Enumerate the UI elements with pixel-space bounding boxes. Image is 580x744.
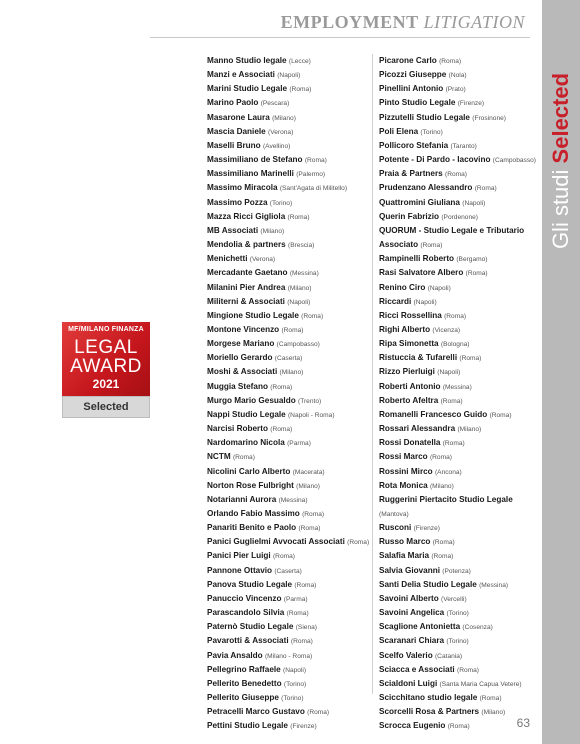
firm-name: Scaglione Antonietta bbox=[379, 622, 461, 632]
firm-city: (Roma) bbox=[457, 666, 479, 674]
list-item bbox=[379, 167, 551, 181]
list-item bbox=[379, 337, 551, 351]
list-item bbox=[207, 521, 379, 535]
firm-name: Pellerito Giuseppe bbox=[207, 693, 279, 703]
firm-city: (Roma) bbox=[420, 242, 443, 250]
firm-city: (Napoli) bbox=[287, 298, 311, 306]
firm-name: Roberti Antonio bbox=[379, 381, 441, 391]
firm-name: Mascia Daniele bbox=[207, 126, 266, 136]
firm-city: (Trento) bbox=[298, 397, 322, 405]
list-item bbox=[207, 153, 379, 167]
firm-name: Panici Guglielmi Avvocati Associati bbox=[207, 537, 345, 547]
list-item bbox=[379, 281, 551, 295]
firm-city: (Torino) bbox=[446, 638, 469, 646]
list-item bbox=[379, 295, 551, 309]
list-item bbox=[207, 564, 379, 578]
side-label-prefix: Gli studi bbox=[548, 169, 574, 250]
list-item bbox=[379, 649, 551, 663]
firm-name: Mendolia & partners bbox=[207, 240, 286, 250]
firm-city: (Milano) bbox=[429, 482, 454, 490]
firm-city: (Pordenone) bbox=[441, 213, 478, 221]
badge-year: 2021 bbox=[92, 377, 120, 391]
firm-city: (Roma) bbox=[431, 553, 454, 561]
list-item bbox=[379, 493, 551, 507]
firm-name: Murgo Mario Gesualdo bbox=[207, 395, 296, 405]
list-item bbox=[379, 153, 551, 167]
firm-name: Massimiliano Marinelli bbox=[207, 169, 294, 179]
list-item bbox=[207, 436, 379, 450]
list-item bbox=[207, 82, 379, 96]
list-item bbox=[379, 578, 551, 592]
firm-city: (Roma) bbox=[444, 312, 467, 320]
firm-city: (Santa Maria Capua Vetere) bbox=[439, 680, 522, 688]
list-item bbox=[207, 394, 379, 408]
firm-name: Associato bbox=[379, 240, 419, 250]
legal-award-badge bbox=[62, 322, 150, 420]
list-item bbox=[207, 238, 379, 252]
firm-name: Milanini Pier Andrea bbox=[207, 282, 286, 292]
list-item bbox=[379, 309, 551, 323]
firm-name: Massimo Pozza bbox=[207, 197, 268, 207]
firm-name: Militerni & Associati bbox=[207, 296, 285, 306]
firm-name: NCTM bbox=[207, 452, 231, 462]
list-item bbox=[379, 677, 551, 691]
list-item bbox=[207, 309, 379, 323]
list-item bbox=[207, 351, 379, 365]
firm-city: (Roma) bbox=[440, 397, 463, 405]
firm-city: (Avellino) bbox=[262, 142, 291, 150]
list-item bbox=[379, 125, 551, 139]
list-item bbox=[379, 394, 551, 408]
list-item bbox=[379, 408, 551, 422]
list-item bbox=[207, 54, 379, 68]
firm-name: Poli Elena bbox=[379, 126, 419, 136]
firm-city: (Napoli) bbox=[427, 284, 451, 292]
list-item bbox=[207, 295, 379, 309]
firm-city: (Roma) bbox=[286, 610, 309, 618]
firm-name: Massimo Miracola bbox=[207, 183, 278, 193]
firm-name: Muggia Stefano bbox=[207, 381, 268, 391]
firm-name: Scorcelli Rosa & Partners bbox=[379, 707, 480, 717]
list-item bbox=[379, 479, 551, 493]
list-item bbox=[207, 677, 379, 691]
firm-city: (Milano) bbox=[457, 426, 482, 434]
firm-city: (Roma) bbox=[442, 440, 465, 448]
firm-name: Ripa Simonetta bbox=[379, 339, 439, 349]
firm-name: Roberto Afeltra bbox=[379, 395, 439, 405]
list-item bbox=[207, 535, 379, 549]
firm-name: Panuccio Vincenzo bbox=[207, 593, 282, 603]
firm-city: (Roma) bbox=[479, 695, 502, 703]
list-item bbox=[207, 281, 379, 295]
firm-city: (Vicenza) bbox=[432, 326, 461, 334]
firm-name: Pinto Studio Legale bbox=[379, 98, 456, 108]
list-item bbox=[379, 111, 551, 125]
firm-name: Ruggerini Piertacito Studio Legale bbox=[379, 494, 513, 504]
firm-city: (Sant'Agata di Militello) bbox=[279, 185, 348, 193]
list-item bbox=[379, 82, 551, 96]
firm-name: Rossari Alessandra bbox=[379, 424, 456, 434]
firm-city: (Torino) bbox=[283, 680, 307, 688]
list-item bbox=[379, 465, 551, 479]
firm-name: Picarone Carlo bbox=[379, 56, 437, 65]
firm-name: Pettini Studio Legale bbox=[207, 721, 288, 731]
firm-name: Praia & Partners bbox=[379, 169, 443, 179]
firm-city: (Roma) bbox=[459, 355, 482, 363]
list-item bbox=[379, 634, 551, 648]
firm-name: Picozzi Giuseppe bbox=[379, 70, 447, 80]
list-item bbox=[379, 436, 551, 450]
firm-city: (Milano - Roma) bbox=[264, 652, 313, 660]
firm-name: Norton Rose Fulbright bbox=[207, 480, 294, 490]
firm-city: (Prato) bbox=[445, 86, 466, 94]
firm-name: Mazza Ricci Gigliola bbox=[207, 211, 286, 221]
firm-name: MB Associati bbox=[207, 225, 259, 235]
list-item bbox=[379, 450, 551, 464]
firm-name: Savoini Alberto bbox=[379, 593, 439, 603]
section-title-main: EMPLOYMENT bbox=[280, 12, 419, 32]
firm-name: Prudenzano Alessandro bbox=[379, 183, 473, 193]
firm-city: (Catania) bbox=[434, 652, 463, 660]
firm-name: Panova Studio Legale bbox=[207, 579, 293, 589]
firm-city: (Firenze) bbox=[457, 100, 485, 108]
list-item bbox=[379, 238, 551, 252]
list-item bbox=[207, 493, 379, 507]
firm-city: (Taranto) bbox=[450, 142, 477, 150]
firm-city: (Bergamo) bbox=[456, 256, 488, 264]
list-item bbox=[207, 578, 379, 592]
badge-selected: Selected bbox=[62, 396, 150, 418]
firm-name: Marini Studio Legale bbox=[207, 84, 288, 94]
firm-name: Notarianni Aurora bbox=[207, 494, 277, 504]
header-rule bbox=[150, 37, 530, 38]
firm-city: (Roma) bbox=[304, 157, 327, 165]
firm-name: Nicolini Carlo Alberto bbox=[207, 466, 291, 476]
firm-city: (Roma) bbox=[289, 86, 312, 94]
list-item bbox=[379, 323, 551, 337]
list-item bbox=[207, 252, 379, 266]
firm-city: (Vercelli) bbox=[441, 595, 467, 603]
firm-city: (Campobasso) bbox=[492, 157, 536, 165]
firm-name: Moshi & Associati bbox=[207, 367, 278, 377]
firm-name: Masarone Laura bbox=[207, 112, 270, 122]
firm-city: (Roma) bbox=[270, 426, 293, 434]
badge-legal: LEGAL bbox=[74, 337, 138, 358]
firm-name: QUORUM - Studio Legale e Tributario bbox=[379, 225, 525, 235]
firm-name: Montone Vincenzo bbox=[207, 324, 280, 334]
list-item bbox=[207, 196, 379, 210]
list-item bbox=[379, 564, 551, 578]
firm-city: (Milano) bbox=[272, 114, 296, 122]
list-item bbox=[207, 210, 379, 224]
list-item bbox=[207, 408, 379, 422]
list-item bbox=[379, 592, 551, 606]
list-item bbox=[207, 380, 379, 394]
firm-city: (Napoli) bbox=[437, 369, 461, 377]
firm-city: (Roma) bbox=[294, 581, 317, 589]
list-item bbox=[207, 465, 379, 479]
firm-name: Panici Pier Luigi bbox=[207, 551, 271, 561]
firm-name: Pellegrino Raffaele bbox=[207, 664, 281, 674]
firm-name: Scaranari Chiara bbox=[379, 636, 445, 646]
firm-name: Pellerito Benedetto bbox=[207, 678, 282, 688]
firm-city: (Messina) bbox=[289, 270, 319, 278]
firm-name: Panariti Benito e Paolo bbox=[207, 523, 297, 533]
firm-name: Santi Delia Studio Legale bbox=[379, 579, 477, 589]
firm-name: Scicchitano studio legale bbox=[379, 693, 478, 703]
list-item bbox=[207, 224, 379, 238]
badge-award: AWARD bbox=[70, 356, 142, 377]
list-item bbox=[207, 705, 379, 719]
firm-name: Pavarotti & Associati bbox=[207, 636, 289, 646]
firm-city: (Bologna) bbox=[440, 341, 470, 349]
list-item bbox=[379, 252, 551, 266]
firm-city: (Macerata) bbox=[292, 468, 325, 476]
list-item bbox=[379, 549, 551, 563]
firm-city: (Roma) bbox=[347, 539, 370, 547]
firm-city: (Torino) bbox=[281, 695, 304, 703]
list-item bbox=[379, 266, 551, 280]
list-item bbox=[207, 479, 379, 493]
firm-name: Rampinelli Roberto bbox=[379, 254, 455, 264]
list-item bbox=[379, 54, 551, 68]
firm-name: Morgese Mariano bbox=[207, 339, 275, 349]
firm-name: Romanelli Francesco Guido bbox=[379, 409, 488, 419]
firm-city: (Roma) bbox=[298, 525, 321, 533]
firm-city: (Pescara) bbox=[260, 100, 290, 108]
firm-city: (Milano) bbox=[287, 284, 312, 292]
firm-name: Quattromini Giuliana bbox=[379, 197, 460, 207]
firm-city: (Roma) bbox=[439, 58, 462, 65]
firm-city: (Parma) bbox=[287, 440, 311, 448]
firm-city: (Roma) bbox=[301, 312, 324, 320]
list-item bbox=[379, 507, 551, 521]
list-item bbox=[207, 96, 379, 110]
firm-list-right bbox=[379, 54, 551, 734]
firm-city: (Roma) bbox=[429, 454, 452, 462]
firm-city: (Messina) bbox=[479, 581, 509, 589]
firm-name: Orlando Fabio Massimo bbox=[207, 509, 300, 518]
badge-brand: MF/MILANO FINANZA bbox=[68, 326, 144, 333]
list-item bbox=[207, 663, 379, 677]
firm-city: (Roma) bbox=[290, 638, 313, 646]
firm-city: (Roma) bbox=[447, 723, 470, 731]
list-item bbox=[207, 181, 379, 195]
firm-city: (Napoli) bbox=[413, 298, 437, 306]
firm-name: Rasi Salvatore Albero bbox=[379, 268, 464, 278]
list-item bbox=[207, 592, 379, 606]
firm-city: (Milano) bbox=[260, 227, 285, 235]
list-item bbox=[379, 606, 551, 620]
firm-name: Nardomarino Nicola bbox=[207, 438, 285, 448]
firm-name: Maselli Bruno bbox=[207, 140, 261, 150]
firm-name: Ristuccia & Tufarelli bbox=[379, 353, 458, 363]
firm-city: (Napoli) bbox=[277, 72, 301, 80]
firm-city: (Roma) bbox=[432, 539, 455, 547]
firm-name: Massimiliano de Stefano bbox=[207, 155, 303, 165]
firm-city: (Messina) bbox=[278, 496, 308, 504]
firm-name: Pavia Ansaldo bbox=[207, 650, 263, 660]
list-item bbox=[379, 210, 551, 224]
firm-city: (Milano) bbox=[296, 482, 320, 490]
firm-city: (Roma) bbox=[287, 213, 310, 221]
badge-panel bbox=[62, 322, 150, 396]
list-item bbox=[379, 620, 551, 634]
firm-city: (Roma) bbox=[281, 326, 304, 334]
firm-city: (Roma) bbox=[474, 185, 497, 193]
list-item bbox=[207, 606, 379, 620]
firm-city: (Milano) bbox=[481, 709, 506, 717]
list-item bbox=[207, 337, 379, 351]
firm-city: (Roma) bbox=[307, 709, 330, 717]
firm-name: Scrocca Eugenio bbox=[379, 721, 446, 731]
list-item bbox=[207, 68, 379, 82]
firm-city: (Torino) bbox=[420, 128, 443, 136]
section-title-italic: LITIGATION bbox=[423, 12, 525, 32]
firm-name: Salvia Giovanni bbox=[379, 565, 440, 575]
firm-city: (Frosinone) bbox=[472, 114, 506, 122]
firm-name: Moriello Gerardo bbox=[207, 353, 273, 363]
firm-name: Savoini Angelica bbox=[379, 608, 445, 618]
firm-name: Pizzutelli Studio Legale bbox=[379, 112, 470, 122]
firm-city: (Potenza) bbox=[442, 567, 471, 575]
firm-city: (Campobasso) bbox=[276, 341, 320, 349]
list-item bbox=[207, 111, 379, 125]
list-item bbox=[379, 68, 551, 82]
firm-name: Mercadante Gaetano bbox=[207, 268, 288, 278]
firm-name: Petracelli Marco Gustavo bbox=[207, 707, 305, 717]
firm-name: Narcisi Roberto bbox=[207, 424, 268, 434]
firm-name: Rossi Donatella bbox=[379, 438, 441, 448]
firm-city: (Roma) bbox=[302, 511, 325, 518]
firm-city: (Verona) bbox=[268, 128, 294, 136]
list-item bbox=[379, 351, 551, 365]
firm-city: (Brescia) bbox=[288, 242, 315, 250]
firm-city: (Firenze) bbox=[290, 723, 317, 731]
list-item bbox=[379, 521, 551, 535]
firm-city: (Parma) bbox=[283, 595, 308, 603]
firm-city: (Nola) bbox=[448, 72, 467, 80]
firm-name: Marino Paolo bbox=[207, 98, 259, 108]
list-item bbox=[207, 450, 379, 464]
list-item bbox=[379, 535, 551, 549]
firm-name: Mingione Studio Legale bbox=[207, 310, 299, 320]
firm-city: (Cosenza) bbox=[462, 624, 493, 632]
list-item bbox=[207, 507, 379, 521]
firm-name: Manno Studio legale bbox=[207, 56, 287, 65]
list-item bbox=[207, 167, 379, 181]
firm-name: Rizzo Pierluigi bbox=[379, 367, 435, 377]
firm-city: (Roma) bbox=[489, 411, 512, 419]
firm-name: Renino Ciro bbox=[379, 282, 426, 292]
list-item bbox=[379, 181, 551, 195]
firm-city: (Roma) bbox=[232, 454, 255, 462]
section-title bbox=[281, 12, 525, 33]
list-item bbox=[379, 663, 551, 677]
firm-city: (Napoli) bbox=[462, 199, 486, 207]
list-item bbox=[379, 380, 551, 394]
firm-city: (Caserta) bbox=[274, 355, 303, 363]
firm-name: Nappi Studio Legale bbox=[207, 409, 286, 419]
list-item bbox=[379, 196, 551, 210]
firm-city: (Roma) bbox=[272, 553, 295, 561]
firm-city: (Palermo) bbox=[296, 171, 326, 179]
firm-name: Salafia Maria bbox=[379, 551, 430, 561]
firm-name: Sciacca e Associati bbox=[379, 664, 455, 674]
firm-name: Pinellini Antonio bbox=[379, 84, 444, 94]
firm-city: (Torino) bbox=[269, 199, 293, 207]
firm-name: Parascandolo Silvia bbox=[207, 608, 285, 618]
firm-city: (Messina) bbox=[442, 383, 472, 391]
firm-name: Pollicoro Stefania bbox=[379, 140, 449, 150]
firm-city: (Ancona) bbox=[434, 468, 462, 476]
firm-name: Ricci Rossellina bbox=[379, 310, 442, 320]
firm-name: Potente - Di Pardo - Iacovino bbox=[379, 155, 491, 165]
firm-name: Righi Alberto bbox=[379, 324, 431, 334]
list-item bbox=[379, 139, 551, 153]
list-item bbox=[379, 365, 551, 379]
list-item bbox=[207, 266, 379, 280]
firm-city: (Napoli - Roma) bbox=[287, 411, 335, 419]
firm-list-left bbox=[207, 54, 379, 734]
side-label-accent: Selected bbox=[548, 72, 574, 164]
list-item bbox=[207, 649, 379, 663]
firm-city: (Caserta) bbox=[274, 567, 302, 575]
firm-city: (Milano) bbox=[279, 369, 304, 377]
list-item bbox=[207, 620, 379, 634]
firm-name: Querin Fabrizio bbox=[379, 211, 440, 221]
list-item bbox=[379, 96, 551, 110]
list-item bbox=[379, 691, 551, 705]
firm-city: (Roma) bbox=[465, 270, 488, 278]
firm-name: Pannone Ottavio bbox=[207, 565, 273, 575]
list-item bbox=[207, 691, 379, 705]
firm-name: Paternò Studio Legale bbox=[207, 622, 294, 632]
firm-name: Rota Monica bbox=[379, 480, 428, 490]
list-item bbox=[207, 422, 379, 436]
page-number: 63 bbox=[516, 716, 530, 730]
firm-city: (Siena) bbox=[295, 624, 317, 632]
list-item bbox=[207, 719, 379, 733]
firm-city: (Roma) bbox=[445, 171, 467, 179]
list-item bbox=[379, 422, 551, 436]
firm-city: (Verona) bbox=[249, 256, 276, 264]
firm-city: (Lecce) bbox=[288, 58, 311, 65]
firm-name: Rusconi bbox=[379, 523, 412, 533]
firm-name: Scialdoni Luigi bbox=[379, 678, 438, 688]
firm-city: (Firenze) bbox=[413, 525, 440, 533]
firm-name: Rossini Mirco bbox=[379, 466, 433, 476]
firm-city: (Roma) bbox=[270, 383, 293, 391]
firm-name: Menichetti bbox=[207, 254, 248, 264]
firm-name: Rossi Marco bbox=[379, 452, 428, 462]
list-item bbox=[207, 634, 379, 648]
firm-city: (Mantova) bbox=[379, 511, 409, 518]
list-item bbox=[207, 365, 379, 379]
firm-name: Scelfo Valerio bbox=[379, 650, 433, 660]
list-item bbox=[207, 125, 379, 139]
firm-city: (Torino) bbox=[446, 610, 469, 618]
list-item bbox=[207, 549, 379, 563]
firm-name: Riccardi bbox=[379, 296, 412, 306]
firm-name: Russo Marco bbox=[379, 537, 431, 547]
list-item bbox=[379, 224, 551, 238]
list-item bbox=[207, 139, 379, 153]
firm-name: Manzi e Associati bbox=[207, 70, 275, 80]
list-item bbox=[207, 323, 379, 337]
firm-city: (Napoli) bbox=[283, 666, 307, 674]
